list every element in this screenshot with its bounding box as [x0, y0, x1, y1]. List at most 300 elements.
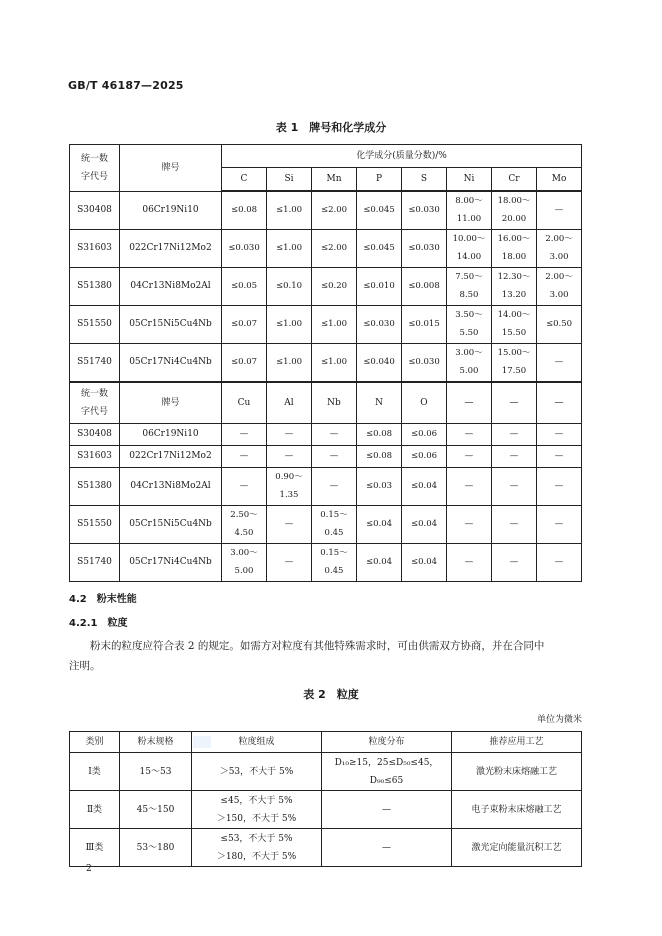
grade-cell — [120, 343, 222, 382]
cell-line: 5.00 — [459, 366, 479, 376]
cell-line: — — [554, 357, 564, 367]
cell-line: 电子束粉末床熔融工艺 — [471, 804, 562, 815]
cell-line: S51740 — [77, 557, 112, 567]
col-header-grade — [120, 145, 222, 192]
table-header-row — [70, 732, 582, 753]
cell-line: S — [420, 174, 428, 184]
cell-line: 45～150 — [136, 804, 175, 815]
value-cell — [447, 445, 492, 467]
cell-line: ≤0.04 — [410, 519, 438, 529]
value-cell — [267, 343, 312, 382]
cell-line: ≤2.00 — [320, 205, 348, 216]
col-header-element — [357, 168, 402, 192]
value-cell — [267, 191, 312, 229]
cell-line: 激光粉末床熔融工艺 — [475, 766, 557, 777]
cell-line: P — [375, 174, 383, 184]
value-cell — [357, 267, 402, 305]
spec-cell — [120, 753, 192, 791]
value-cell — [447, 267, 492, 305]
cell-line: S51550 — [77, 319, 112, 329]
cell-line: — — [464, 429, 474, 439]
cell-line: ＞180，不大于 5% — [216, 851, 297, 862]
value-cell — [267, 423, 312, 445]
cell-line: 14.00～ — [497, 310, 531, 320]
table2-title: 表 2 粒度 — [303, 688, 359, 701]
distribution-cell — [322, 791, 452, 829]
cell-line: S51380 — [77, 281, 112, 291]
value-cell — [357, 305, 402, 343]
code-cell — [70, 305, 120, 343]
composition-cell — [192, 829, 322, 867]
cell-line: S30408 — [77, 205, 112, 215]
table-header-row — [70, 382, 582, 424]
cell-line: ≤0.045 — [363, 243, 395, 253]
value-cell — [222, 467, 267, 505]
cell-line: ≤0.040 — [363, 357, 395, 367]
cell-line: S51740 — [77, 357, 112, 367]
value-cell — [492, 343, 537, 382]
cell-line: ≤1.00 — [320, 357, 348, 367]
col-header-element — [492, 382, 537, 424]
table-row — [70, 505, 582, 543]
cell-line: — — [239, 481, 249, 491]
cell-line: — — [554, 397, 564, 408]
cell-line: 0.45 — [324, 528, 344, 538]
cell-line: ≤0.04 — [410, 481, 438, 491]
cell-line: 15～53 — [139, 766, 172, 777]
table-row — [70, 829, 582, 867]
cell-line: — — [329, 451, 339, 461]
value-cell — [267, 267, 312, 305]
value-cell — [537, 267, 582, 305]
cell-line: ≤0.06 — [410, 429, 438, 439]
paragraph-line: 粉末的粒度应符合表 2 的规定。如需方对粒度有其他特殊需求时，可由供需双方协商，并在合同中 — [90, 640, 545, 652]
process-cell — [452, 753, 582, 791]
cell-line: ≤0.08 — [230, 205, 258, 216]
value-cell — [492, 467, 537, 505]
table-row — [70, 791, 582, 829]
value-cell — [402, 467, 447, 505]
cell-line: 3.00 — [549, 290, 569, 300]
cell-line: Ⅱ类 — [86, 804, 103, 815]
cell-line: 05Cr17Ni4Cu4Nb — [129, 557, 212, 567]
value-cell — [537, 467, 582, 505]
table-row — [70, 267, 582, 305]
cell-line: — — [509, 481, 519, 491]
cell-line: 5.00 — [234, 566, 254, 576]
cell-line: — — [284, 519, 294, 529]
cell-line: — — [382, 842, 391, 853]
cell-line: 11.00 — [456, 214, 482, 225]
cell-line: ＞150，不大于 5% — [216, 813, 297, 824]
cell-line: 3.00～ — [230, 548, 258, 558]
cell-line: 粒度分布 — [368, 737, 405, 747]
cell-line: 牌号 — [161, 162, 180, 173]
value-cell — [447, 305, 492, 343]
cell-line: Nb — [327, 397, 341, 408]
cell-line: 化学成分(质量分数)/% — [356, 151, 447, 161]
cell-line: 022Cr17Ni12Mo2 — [129, 243, 212, 253]
value-cell — [537, 445, 582, 467]
value-cell — [537, 229, 582, 267]
table-header-row — [70, 145, 582, 168]
cell-line: — — [464, 557, 474, 567]
value-cell — [357, 505, 402, 543]
cell-line: ≤0.04 — [365, 557, 393, 567]
code-cell — [70, 191, 120, 229]
cell-line: ≤0.20 — [320, 281, 348, 291]
cell-line: ≤53，不大于 5% — [220, 833, 293, 844]
value-cell — [402, 305, 447, 343]
value-cell — [402, 445, 447, 467]
cell-line: 字代号 — [80, 406, 108, 417]
col-header-element — [222, 168, 267, 192]
col-header-element — [222, 382, 267, 424]
cell-line: 12.30～ — [497, 272, 531, 282]
table-row — [70, 467, 582, 505]
value-cell — [492, 543, 537, 581]
section-4-2-1-heading: 4.2.1 粒度 — [69, 618, 128, 629]
process-cell — [452, 791, 582, 829]
col-header-element — [402, 382, 447, 424]
value-cell — [267, 505, 312, 543]
value-cell — [402, 267, 447, 305]
table-row — [70, 191, 582, 229]
cell-line: ≤0.07 — [230, 319, 258, 329]
cell-line: — — [329, 429, 339, 439]
category-cell — [70, 791, 120, 829]
cell-line: ≤0.010 — [363, 281, 395, 291]
cell-line: — — [554, 451, 564, 461]
cell-line: 06Cr19Ni10 — [142, 429, 199, 439]
cell-line: 2.50～ — [230, 510, 258, 520]
code-cell — [70, 267, 120, 305]
cell-line: 牌号 — [161, 397, 180, 408]
cell-line: 4.50 — [234, 528, 254, 538]
value-cell — [492, 445, 537, 467]
cell-line: 粉末规格 — [137, 737, 174, 747]
cell-line: — — [464, 481, 474, 491]
value-cell — [357, 423, 402, 445]
cell-line: Ni — [463, 174, 475, 184]
cell-line: ≤0.030 — [228, 243, 260, 253]
paragraph — [69, 636, 584, 676]
cell-line: 激光定向能量沉积工艺 — [471, 842, 562, 853]
col-header-code — [70, 145, 120, 192]
cell-line: 8.00～ — [455, 196, 483, 207]
cell-line: Cu — [237, 397, 251, 408]
value-cell — [447, 343, 492, 382]
cell-line: ≤0.05 — [230, 281, 258, 291]
cell-line: 2.00～ — [545, 234, 573, 244]
value-cell — [222, 229, 267, 267]
cell-line: 18.00～ — [497, 196, 531, 207]
cell-line: 15.00～ — [497, 348, 531, 358]
col-header-composition — [222, 145, 582, 168]
value-cell — [222, 191, 267, 229]
cell-line: 14.00 — [456, 252, 482, 262]
code-cell — [70, 505, 120, 543]
cell-line: ≤0.07 — [230, 357, 258, 367]
value-cell — [492, 305, 537, 343]
chemical-composition-table — [69, 144, 582, 582]
cell-line: ≤0.030 — [408, 205, 440, 216]
grade-cell — [120, 267, 222, 305]
cell-line: Mo — [551, 174, 567, 184]
col-header-element — [312, 168, 357, 192]
cell-line: 推荐应用工艺 — [489, 737, 544, 747]
cell-line: 8.50 — [459, 290, 479, 300]
col-header-element — [312, 382, 357, 424]
cell-line: ≤0.06 — [410, 451, 438, 461]
cell-line: ≤0.030 — [408, 243, 440, 253]
value-cell — [402, 505, 447, 543]
cell-line: 0.45 — [324, 566, 344, 576]
col-header-element — [537, 168, 582, 192]
value-cell — [537, 423, 582, 445]
cell-line: ≤0.50 — [546, 319, 573, 329]
cell-line: ≤0.030 — [363, 319, 395, 329]
cell-line: 5.50 — [459, 328, 479, 338]
value-cell — [537, 343, 582, 382]
value-cell — [312, 267, 357, 305]
value-cell — [312, 305, 357, 343]
category-cell — [70, 753, 120, 791]
cell-line: Cr — [508, 174, 520, 184]
cell-line: S31603 — [77, 451, 112, 461]
cell-line: — — [382, 804, 391, 815]
value-cell — [402, 343, 447, 382]
value-cell — [402, 543, 447, 581]
value-cell — [447, 423, 492, 445]
page-number: 2 — [86, 864, 92, 874]
cell-line: ≤1.00 — [275, 319, 303, 329]
grade-cell — [120, 191, 222, 229]
value-cell — [402, 191, 447, 229]
code-cell — [70, 423, 120, 445]
cell-line: ≤0.015 — [408, 319, 440, 329]
grade-cell — [120, 543, 222, 581]
value-cell — [357, 191, 402, 229]
col-header-grade — [120, 382, 222, 424]
cell-line: ≤0.10 — [275, 281, 303, 291]
col-header — [70, 732, 120, 753]
code-cell — [70, 467, 120, 505]
cell-line: — — [464, 519, 474, 529]
section-4-2-heading: 4.2 粉末性能 — [69, 594, 137, 605]
value-cell — [312, 445, 357, 467]
col-header-element — [267, 168, 312, 192]
value-cell — [447, 505, 492, 543]
cell-line: O — [420, 397, 428, 408]
cell-line: 16.00～ — [497, 234, 531, 244]
table1-title: 表 1 牌号和化学成分 — [275, 121, 387, 134]
code-cell — [70, 445, 120, 467]
value-cell — [492, 505, 537, 543]
cell-line: 粒度组成 — [238, 737, 275, 747]
value-cell — [312, 343, 357, 382]
cell-line: — — [284, 429, 294, 439]
cell-line: 13.20 — [501, 290, 527, 300]
table-row — [70, 423, 582, 445]
cell-line: 05Cr15Ni5Cu4Nb — [129, 319, 212, 329]
value-cell — [402, 423, 447, 445]
cell-line: 05Cr15Ni5Cu4Nb — [129, 519, 212, 529]
value-cell — [537, 305, 582, 343]
cell-line: — — [464, 451, 474, 461]
value-cell — [312, 543, 357, 581]
cell-line: 0.90～ — [275, 472, 303, 482]
cell-line: ≤2.00 — [320, 243, 348, 253]
grade-cell — [120, 229, 222, 267]
cell-line: ＞53，不大于 5% — [219, 766, 294, 777]
cell-line: D₁₀≥15，25≤D₅₀≤45， — [334, 757, 439, 768]
cell-line: 53～180 — [136, 842, 175, 853]
value-cell — [222, 445, 267, 467]
col-header-element — [447, 168, 492, 192]
cell-line: 18.00 — [501, 252, 527, 262]
unit-note: 单位为微米 — [536, 715, 582, 725]
cell-line: — — [509, 429, 519, 439]
col-header — [192, 732, 322, 753]
value-cell — [492, 229, 537, 267]
cell-line: — — [554, 519, 564, 529]
cell-line: 05Cr17Ni4Cu4Nb — [129, 357, 212, 367]
distribution-cell — [322, 829, 452, 867]
cell-line: 1.35 — [279, 490, 299, 500]
col-header-element — [492, 168, 537, 192]
process-cell — [452, 829, 582, 867]
cell-line: 04Cr13Ni8Mo2Al — [130, 481, 211, 491]
cell-line: — — [239, 451, 249, 461]
value-cell — [222, 543, 267, 581]
value-cell — [267, 305, 312, 343]
value-cell — [222, 343, 267, 382]
cell-line: ≤0.03 — [365, 481, 393, 491]
col-header-element — [267, 382, 312, 424]
value-cell — [312, 229, 357, 267]
cell-line: — — [509, 519, 519, 529]
cell-line: Ⅰ类 — [88, 766, 101, 777]
value-cell — [492, 267, 537, 305]
cell-line: — — [554, 205, 564, 216]
value-cell — [537, 543, 582, 581]
value-cell — [402, 229, 447, 267]
cell-line: N — [375, 397, 383, 408]
paragraph-line: 注明。 — [69, 660, 101, 672]
value-cell — [357, 445, 402, 467]
table-row — [70, 229, 582, 267]
cell-line: — — [284, 451, 294, 461]
cell-line: 7.50～ — [455, 272, 483, 282]
cell-line: ≤0.045 — [363, 205, 395, 216]
cell-line: — — [464, 397, 474, 408]
cell-line: ≤1.00 — [275, 205, 303, 216]
cell-line: 20.00 — [501, 214, 527, 225]
cell-line: Ⅲ类 — [85, 842, 104, 853]
table-row — [70, 543, 582, 581]
col-header — [452, 732, 582, 753]
value-cell — [222, 305, 267, 343]
value-cell — [267, 543, 312, 581]
value-cell — [492, 191, 537, 229]
cell-line: — — [509, 557, 519, 567]
value-cell — [312, 505, 357, 543]
cell-line: — — [284, 557, 294, 567]
cell-line: 3.00～ — [455, 348, 483, 358]
cell-line: ≤45，不大于 5% — [220, 795, 293, 806]
value-cell — [357, 543, 402, 581]
cell-line: — — [554, 481, 564, 491]
cell-line: ≤0.008 — [408, 281, 440, 291]
value-cell — [222, 267, 267, 305]
cell-line: — — [509, 451, 519, 461]
composition-cell — [192, 753, 322, 791]
particle-size-table — [69, 731, 582, 867]
value-cell — [312, 423, 357, 445]
cell-line: — — [554, 429, 564, 439]
cell-line: — — [509, 397, 519, 408]
value-cell — [357, 467, 402, 505]
value-cell — [447, 543, 492, 581]
grade-cell — [120, 505, 222, 543]
cell-line: S31603 — [77, 243, 112, 253]
col-header-element — [537, 382, 582, 424]
cell-line: 统一数 — [80, 388, 108, 399]
cell-line: — — [554, 557, 564, 567]
table-row — [70, 343, 582, 382]
value-cell — [222, 423, 267, 445]
value-cell — [312, 467, 357, 505]
cell-line: D₉₀≤65 — [369, 775, 404, 786]
col-header-code — [70, 382, 120, 424]
category-cell — [70, 829, 120, 867]
distribution-cell — [322, 753, 452, 791]
standard-number: GB/T 46187—2025 — [68, 79, 184, 92]
grade-cell — [120, 467, 222, 505]
cell-line: S51380 — [77, 481, 112, 491]
cell-line: ≤1.00 — [320, 319, 348, 329]
value-cell — [447, 467, 492, 505]
value-cell — [357, 229, 402, 267]
cell-line: ≤1.00 — [275, 357, 303, 367]
cell-line: ≤0.08 — [365, 429, 393, 439]
value-cell — [537, 191, 582, 229]
cell-line: 字代号 — [80, 171, 108, 182]
spec-cell — [120, 791, 192, 829]
cell-line: ≤0.08 — [365, 451, 393, 461]
value-cell — [492, 423, 537, 445]
cell-line: ≤1.00 — [275, 243, 303, 253]
grade-cell — [120, 305, 222, 343]
cell-line: 06Cr19Ni10 — [142, 205, 199, 215]
cell-line: 15.50 — [501, 328, 527, 338]
cell-line: ≤0.04 — [365, 519, 393, 529]
spec-cell — [120, 829, 192, 867]
col-header-element — [447, 382, 492, 424]
cell-line: Si — [284, 174, 294, 184]
value-cell — [312, 191, 357, 229]
code-cell — [70, 343, 120, 382]
cell-line: 3.00 — [549, 252, 569, 262]
cell-line: S51550 — [77, 519, 112, 529]
cell-line: 3.50～ — [455, 310, 483, 320]
cell-line: — — [239, 429, 249, 439]
code-cell — [70, 543, 120, 581]
cell-line: 2.00～ — [545, 272, 573, 282]
cell-line: S30408 — [77, 429, 112, 439]
cell-line: Mn — [326, 174, 342, 184]
